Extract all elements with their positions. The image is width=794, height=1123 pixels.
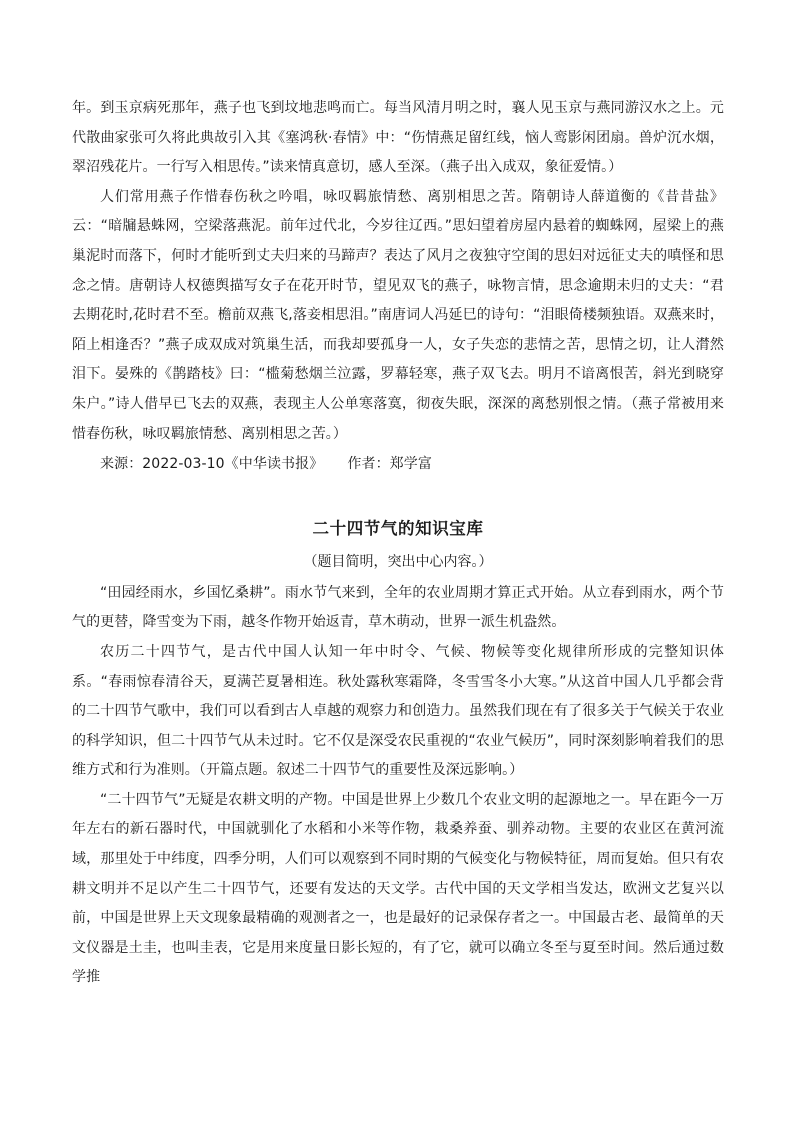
- source-line: [72, 450, 724, 480]
- author-label: 作者：郑学富: [347, 456, 432, 473]
- body-paragraph: “田园经雨水，乡国忆桑耕”。雨水节气来到，全年的农业周期才算正式开始。从立春到雨水，两个节气的更替，降雪变为下雨，越冬作物开始返青，草木萌动，世界一派生机盎然。: [72, 584, 724, 631]
- document-page: [72, 94, 724, 993]
- body-paragraph: 人们常用燕子作惜春伤秋之吟唱，咏叹羁旅情愁、离别相思之苦。隋朝诗人薛道衡的《昔昔盐》云：“暗牖悬蛛网，空梁落燕泥。前年过代北，今岁往辽西。”思妇望着房屋内悬着的蜘蛛网，屋梁上的燕巢泥时而落下，何时才能听到丈夫归来的马蹄声？表达了风月之夜独守空闺的思妇对远征丈夫的嗔怪和思念之情。唐朝诗人权德舆描写女子在花开时节，望见双飞的燕子，咏物言情，思念逾期未归的丈夫：“君去期花时,花时君不至。檐前双燕飞,落妾相思泪。”南唐词人冯延巳的诗句：“泪眼倚楼频独语。双燕来时，陌上相逢否？”燕子成双成对筑巢生活，而我却要孤身一人，女子失恋的悲情之苦，思情之切，让人潸然泪下。晏殊的《鹊踏枝》曰：“槛菊愁烟兰泣露，罗幕轻寒，燕子双飞去。明月不谙离恨苦，斜光到晓穿朱户。”诗人借早已飞去的双燕，表现主人公单寒落寞，彻夜失眠，深深的离愁别恨之情。（燕子常被用来惜春伤秋，咏叹羁旅情愁、离别相思之苦。）: [72, 188, 724, 442]
- source-label: 来源：2022-03-10《中华读书报》: [100, 456, 324, 473]
- article-subtitle-note: （题目简明，突出中心内容。）: [303, 553, 493, 570]
- article-solar-terms-section: [72, 514, 724, 993]
- body-paragraph: 年。到玉京病死那年，燕子也飞到坟地悲鸣而亡。每当风清月明之时，襄人见玉京与燕同游汉水之上。元代散曲家张可久将此典故引入其《塞鸿秋·春情》中：“伤情燕足留红线，恼人鸾影闲团扇。兽炉沉水烟，翠沼残花片。一行写入相思传。”读来情真意切，感人至深。（燕子出入成双，象征爱情。）: [72, 100, 724, 176]
- article-title: 二十四节气的知识宝库: [312, 518, 484, 538]
- body-paragraph: “二十四节气”无疑是农耕文明的产物。中国是世界上少数几个农业文明的起源地之一。早在距今一万年左右的新石器时代，中国就驯化了水稻和小米等作物，栽桑养蚕、驯养动物。主要的农业区在黄河流域，那里处于中纬度，四季分明，人们可以观察到不同时期的气候变化与物候特征，周而复始。但只有农耕文明并不足以产生二十四节气，还要有发达的天文学。古代中国的天文学相当发达，欧洲文艺复兴以前，中国是世界上天文现象最精确的观测者之一，也是最好的记录保存者之一。中国最古老、最简单的天文仪器是土圭，也叫圭表，它是用来度量日影长短的，有了它，就可以确立冬至与夏至时间。然后通过数学推: [72, 791, 724, 986]
- article-swallow-section: [72, 94, 724, 480]
- body-paragraph: 农历二十四节气，是古代中国人认知一年中时令、气候、物候等变化规律所形成的完整知识体系。“春雨惊春清谷天，夏满芒夏暑相连。秋处露秋寒霜降，冬雪雪冬小大寒。”从这首中国人几乎都会背的二十四节气歌中，我们可以看到古人卓越的观察力和创造力。虽然我们现在有了很多关于气候关于农业的科学知识，但二十四节气从未过时。它不仅是深受农民重视的“农业气候历”，同时深刻影响着我们的思维方式和行为准则。（开篇点题。叙述二十四节气的重要性及深远影响。）: [72, 643, 724, 779]
